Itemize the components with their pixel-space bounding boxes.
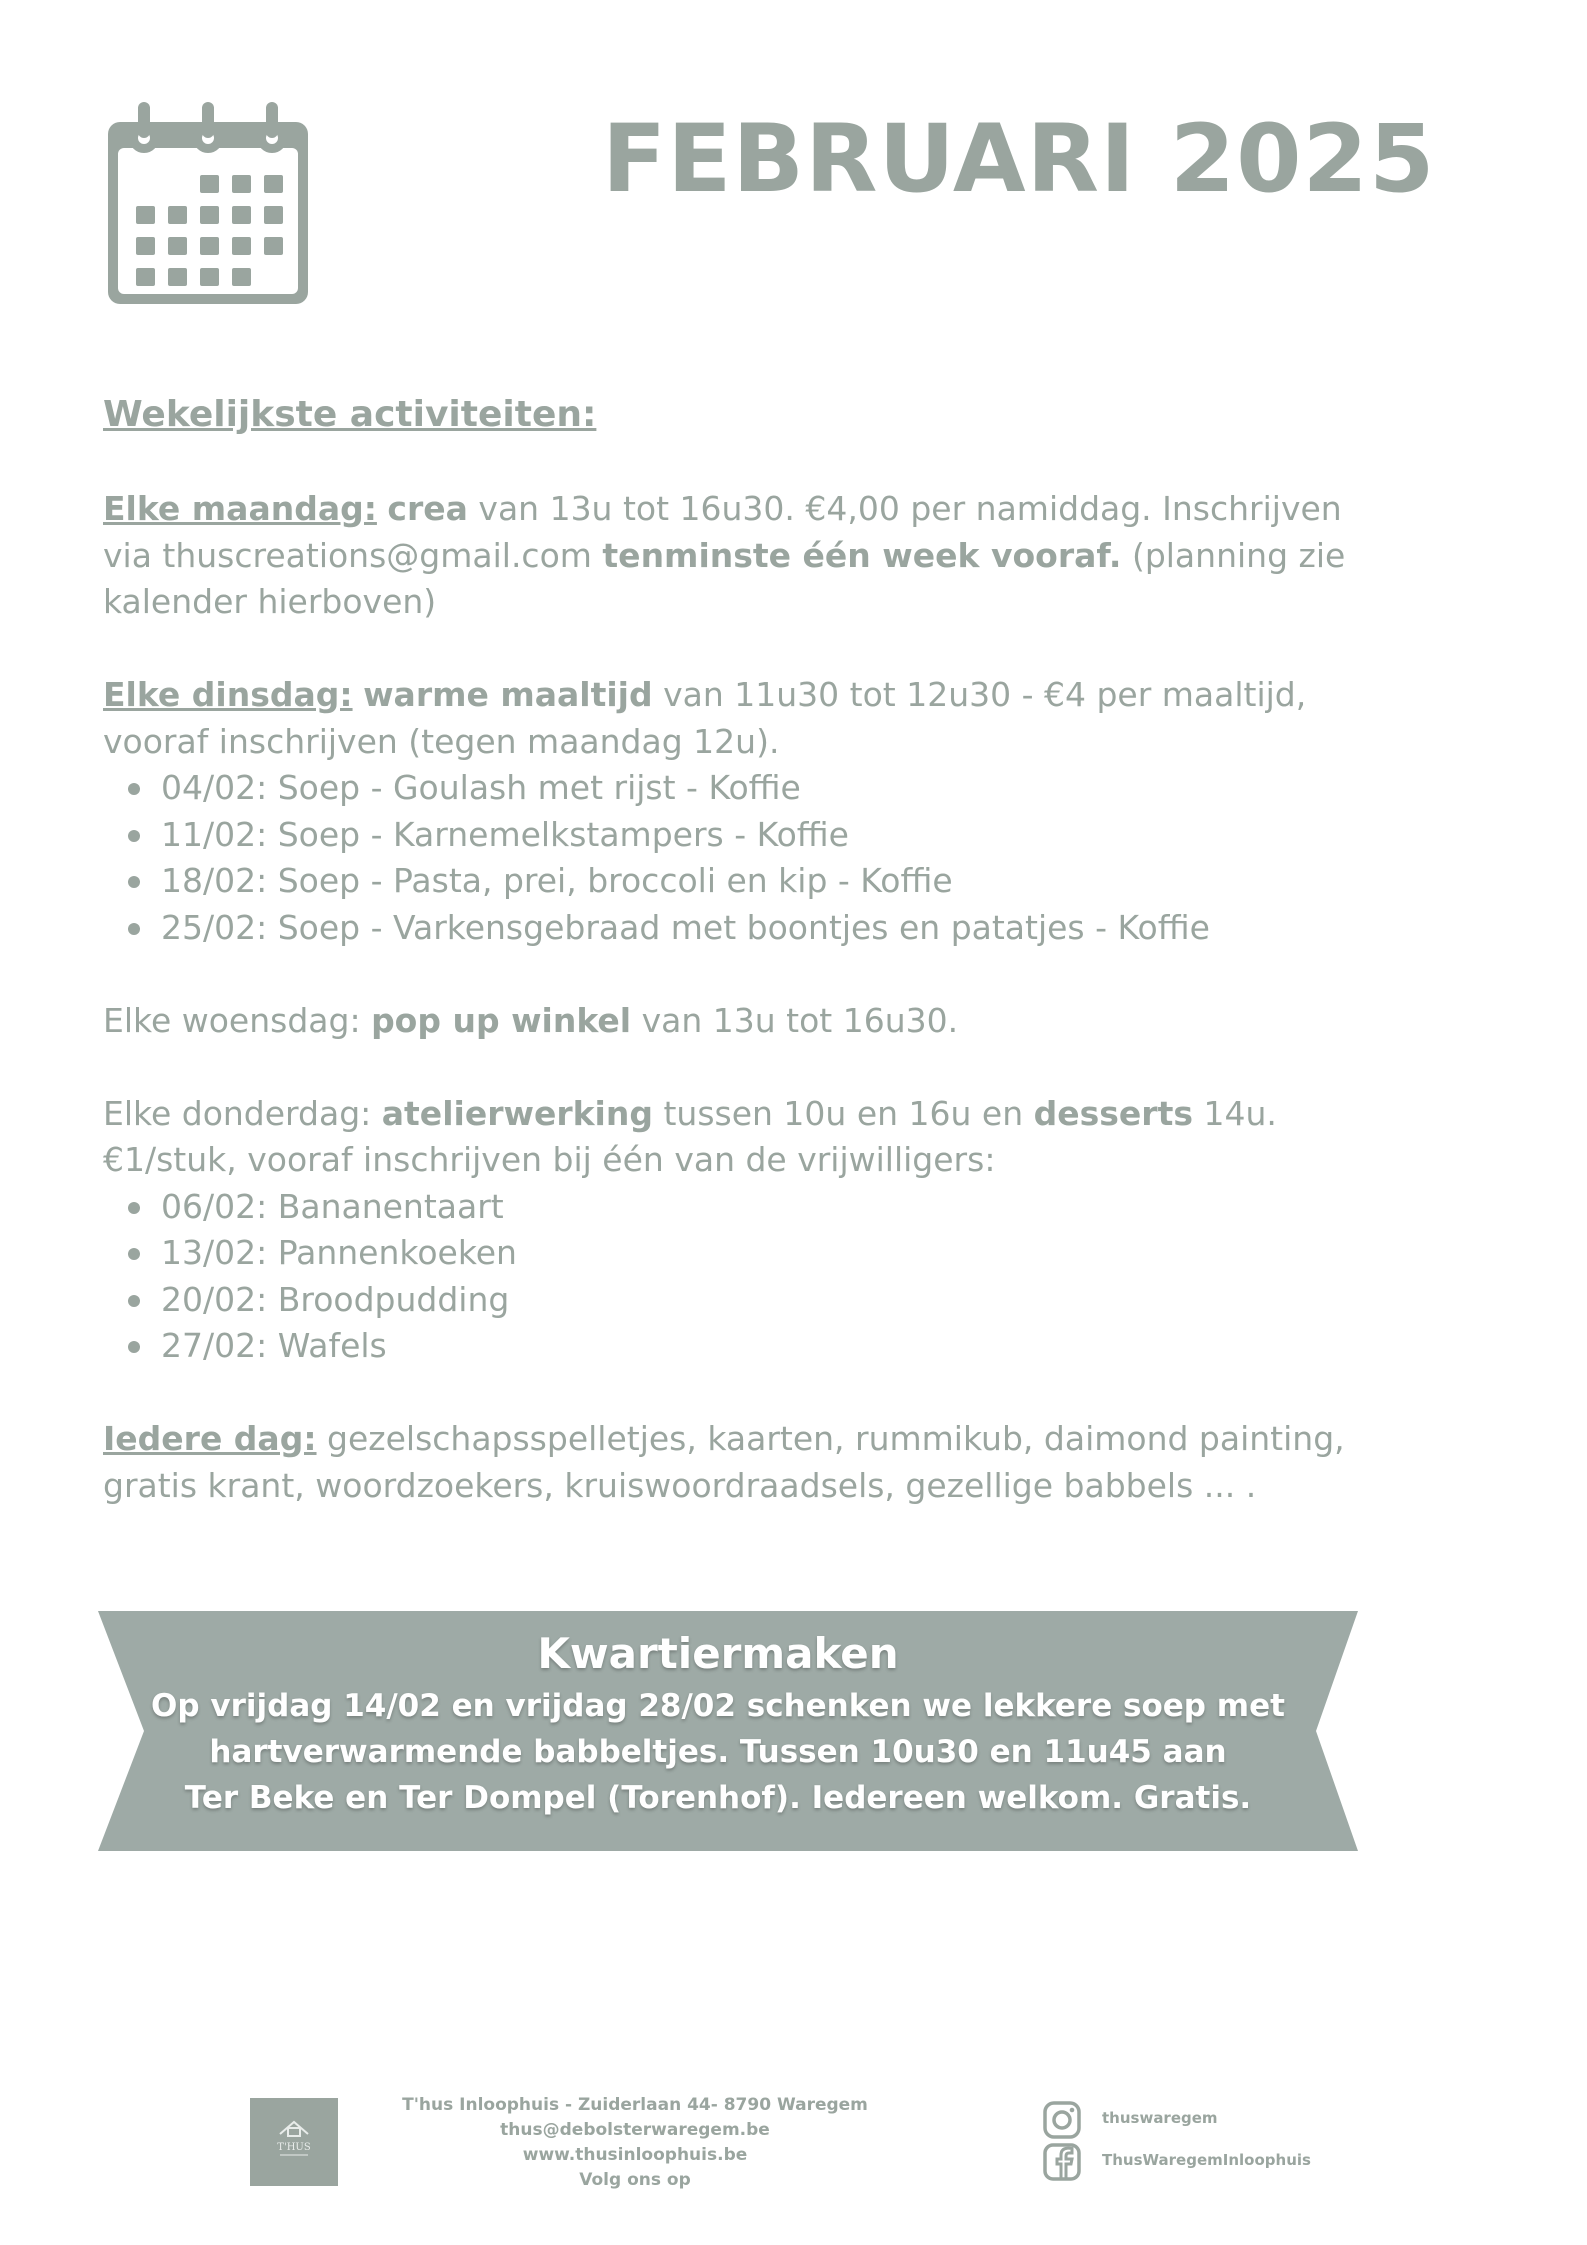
tuesday-day: Elke dinsdag: [103,675,353,714]
list-item: 27/02: Wafels [103,1323,1373,1370]
everyday-text: gezelschapsspelletjes, kaarten, rummikub, daimond painting, gratis krant, woordzoekers, kruiswoordraadsels, gezellige babbels ... . [103,1419,1345,1505]
thursday-day: Elke donderdag: [103,1093,382,1133]
kwartiermaken-banner [98,1611,1358,1851]
banner-line: Ter Beke en Ter Dompel (Torenhof). Iedereen welkom. Gratis. [184,1780,1252,1816]
footer-address: T'hus Inloophuis - Zuiderlaan 44- 8790 Waregem [402,2095,868,2115]
tuesday-activity: warme maaltijd [363,675,653,714]
tuesday-text: van 11u30 tot 12u30 - €4 per maaltijd, vooraf inschrijven (tegen maandag 12u). [103,675,1307,761]
tuesday-menu-list [103,765,1373,951]
thursday-text-2: 14u. €1/stuk, vooraf inschrijven bij één van de vrijwilligers: [103,1093,1277,1179]
thursday-text: tussen 10u en 16u en [652,1093,1034,1133]
list-item: 25/02: Soep - Varkensgebraad met boontjes en patatjes - Koffie [103,905,1373,952]
section-heading: Wekelijkste activiteiten: [103,394,597,435]
wednesday-day: Elke woensdag: [103,1000,372,1040]
instagram-handle: thuswaregem [1102,2109,1218,2127]
list-item: 06/02: Bananentaart [103,1184,1373,1231]
monday-text-2: (planning zie kalender hierboven) [103,535,1346,621]
weekly-activities [103,390,1373,1509]
instagram-link[interactable] [1042,2100,1282,2142]
wednesday-paragraph [103,998,1373,1045]
monday-activity: crea [387,489,468,528]
thursday-paragraph [103,1091,1373,1184]
list-item: 13/02: Pannenkoeken [103,1230,1373,1277]
everyday-paragraph [103,1416,1373,1509]
page-title: FEBRUARI 2025 [602,105,1436,214]
banner-line: Op vrijdag 14/02 en vrijdag 28/02 schenken we lekkere soep met [151,1688,1285,1724]
facebook-link[interactable] [1042,2142,1311,2184]
tuesday-paragraph [103,672,1373,765]
everyday-day: Iedere dag: [103,1419,317,1458]
list-item: 04/02: Soep - Goulash met rijst - Koffie [103,765,1373,812]
thursday-activity-2: desserts [1033,1093,1194,1133]
monday-text: van 13u tot 16u30. €4,00 per namiddag. Inschrijven via thuscreations@gmail.com [103,489,1342,575]
monday-day: Elke maandag: [103,489,377,528]
instagram-icon [1042,2100,1082,2140]
list-item: 20/02: Broodpudding [103,1277,1373,1324]
calendar-icon [104,100,312,308]
footer-follow: Volg ons op [579,2170,691,2190]
monday-paragraph [103,486,1373,626]
footer-email[interactable]: thus@debolsterwaregem.be [500,2120,770,2140]
wednesday-text: van 13u tot 16u30. [631,1000,959,1040]
logo-text: T'HUS [277,2142,311,2153]
list-item: 11/02: Soep - Karnemelkstampers - Koffie [103,812,1373,859]
logo [250,2098,338,2186]
list-item: 18/02: Soep - Pasta, prei, broccoli en kip - Koffie [103,858,1373,905]
wednesday-activity: pop up winkel [371,1000,632,1040]
footer-contact [380,2093,890,2193]
banner-line: hartverwarmende babbeltjes. Tussen 10u30 en 11u45 aan [209,1734,1227,1770]
banner-title: Kwartiermaken [537,1629,899,1678]
facebook-handle: ThusWaregemInloophuis [1102,2151,1311,2169]
facebook-icon [1042,2142,1082,2182]
thursday-activity: atelierwerking [381,1093,653,1133]
footer-website[interactable]: www.thusinloophuis.be [522,2145,748,2165]
thursday-dessert-list [103,1184,1373,1370]
monday-emphasis: tenminste één week vooraf. [602,535,1122,575]
